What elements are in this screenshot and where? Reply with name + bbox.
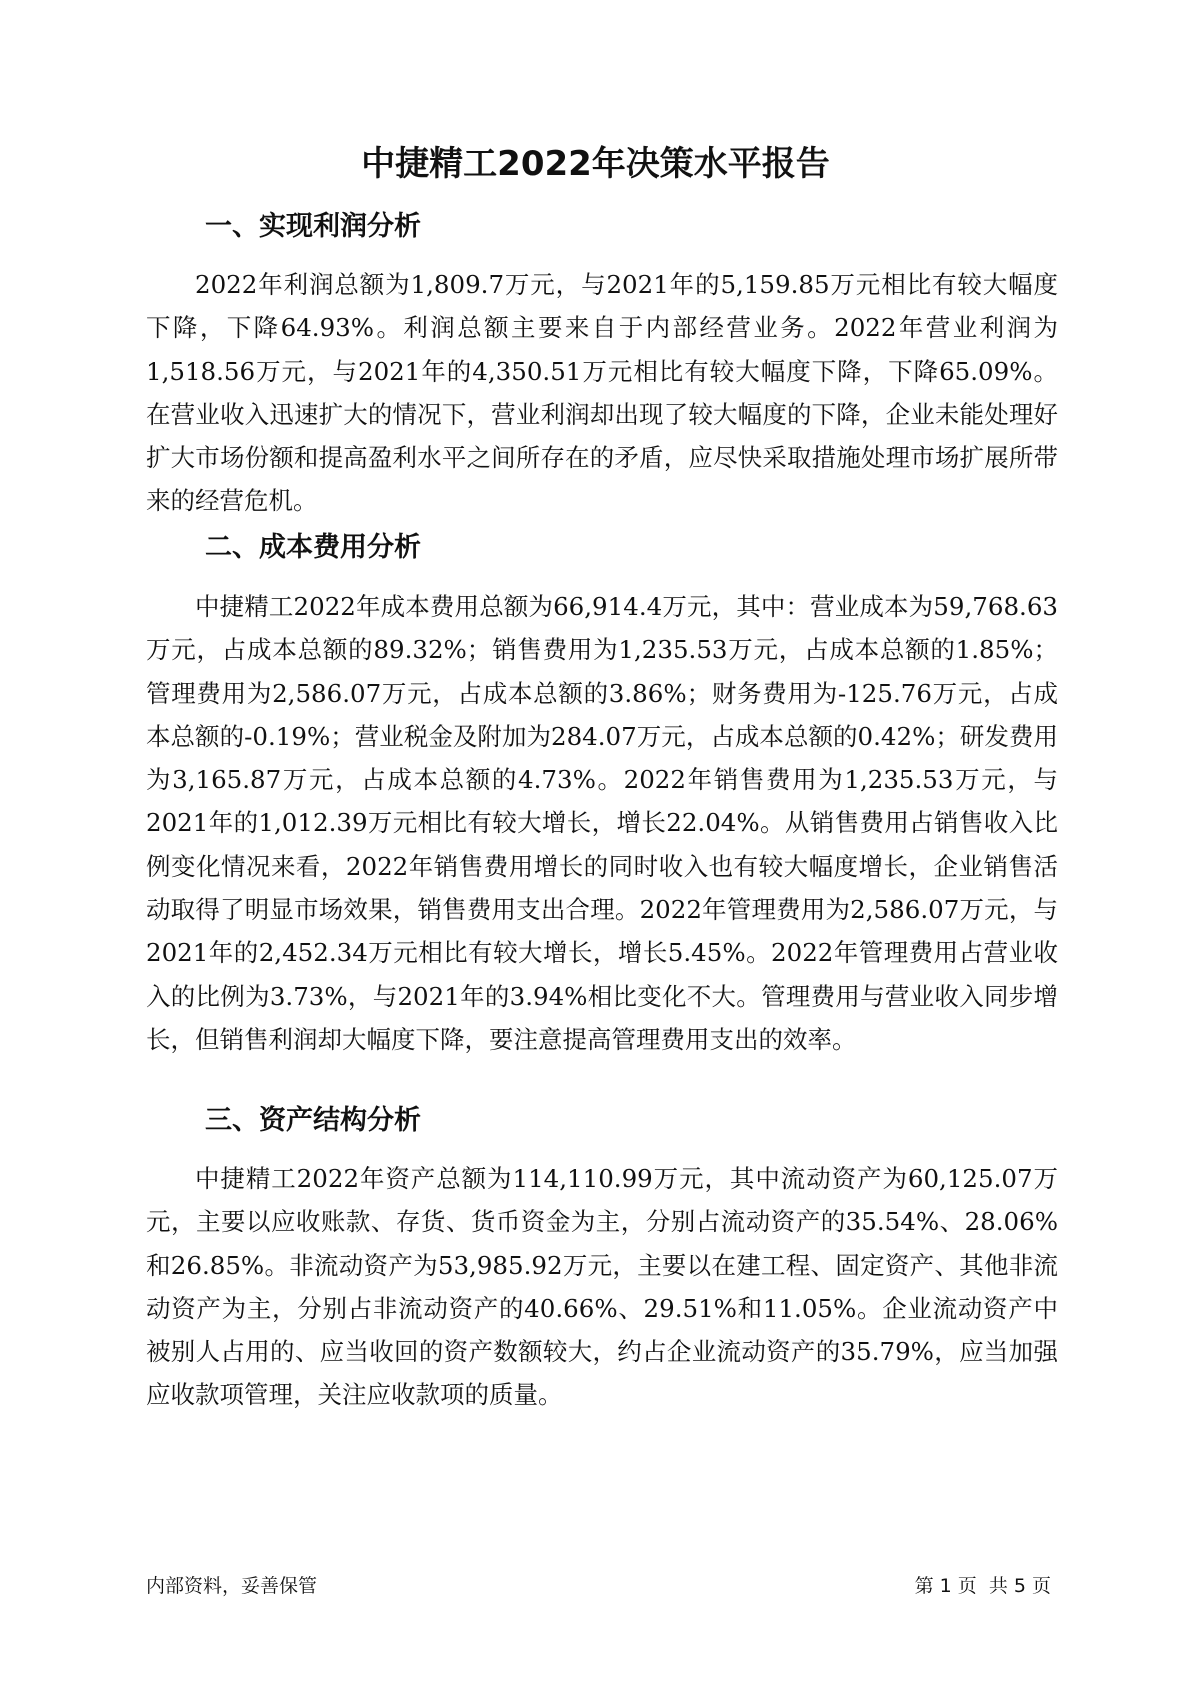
footer-confidential-note: 内部资料，妥善保管 xyxy=(146,1575,318,1597)
section-body-assets: 中捷精工2022年资产总额为114,110.99万元，其中流动资产为60,125.07万元，主要以应收账款、存货、货币资金为主，分别占流动资产的35.54%、28.06%和26.85%。非流动资产为53,985.92万元，主要以在建工程、固定资产、其他非流动资产为主，分别占非流动资产的40.66%、29.51%和11.05%。企业流动资产中被别人占用的、应当收回的资产数额较大，约占企业流动资产的35.79%，应当加强应收款项管理，关注应收款项的质量。 xyxy=(146,1164,1058,1410)
footer-page-info: 第 1 页 共 5 页 xyxy=(914,1575,1051,1597)
section-body-profit: 2022年利润总额为1,809.7万元，与2021年的5,159.85万元相比有较大幅度下降，下降64.93%。利润总额主要来自于内部经营业务。2022年营业利润为1,518.56万元，与2021年的4,350.51万元相比有较大幅度下降，下降65.09%。在营业收入迅速扩大的情况下，营业利润却出现了较大幅度的下降，企业未能处理好扩大市场份额和提高盈利水平之间所存在的矛盾，应尽快采取措施处理市场扩展所带来的经营危机。 xyxy=(146,270,1058,516)
section-heading-cost: 二、成本费用分析 xyxy=(205,532,421,563)
section-heading-assets: 三、资产结构分析 xyxy=(205,1105,421,1136)
section-heading-profit: 一、实现利润分析 xyxy=(205,211,421,242)
section-body-cost: 中捷精工2022年成本费用总额为66,914.4万元，其中：营业成本为59,768.63万元，占成本总额的89.32%；销售费用为1,235.53万元，占成本总额的1.85%；管理费用为2,586.07万元，占成本总额的3.86%；财务费用为-125.76万元，占成本总额的-0.19%；营业税金及附加为284.07万元，占成本总额的0.42%；研发费用为3,165.87万元，占成本总额的4.73%。2022年销售费用为1,235.53万元，与2021年的1,012.39万元相比有较大增长，增长22.04%。从销售费用占销售收入比例变化情况来看，2022年销售费用增长的同时收入也有较大幅度增长，企业销售活动取得了明显市场效果，销售费用支出合理。2022年管理费用为2,586.07万元，与2021年的2,452.34万元相比有较大增长，增长5.45%。2022年管理费用占营业收入的比例为3.73%，与2021年的3.94%相比变化不大。管理费用与营业收入同步增长，但销售利润却大幅度下降，要注意提高管理费用支出的效率。 xyxy=(146,592,1058,1054)
document-title: 中捷精工2022年决策水平报告 xyxy=(361,144,830,184)
